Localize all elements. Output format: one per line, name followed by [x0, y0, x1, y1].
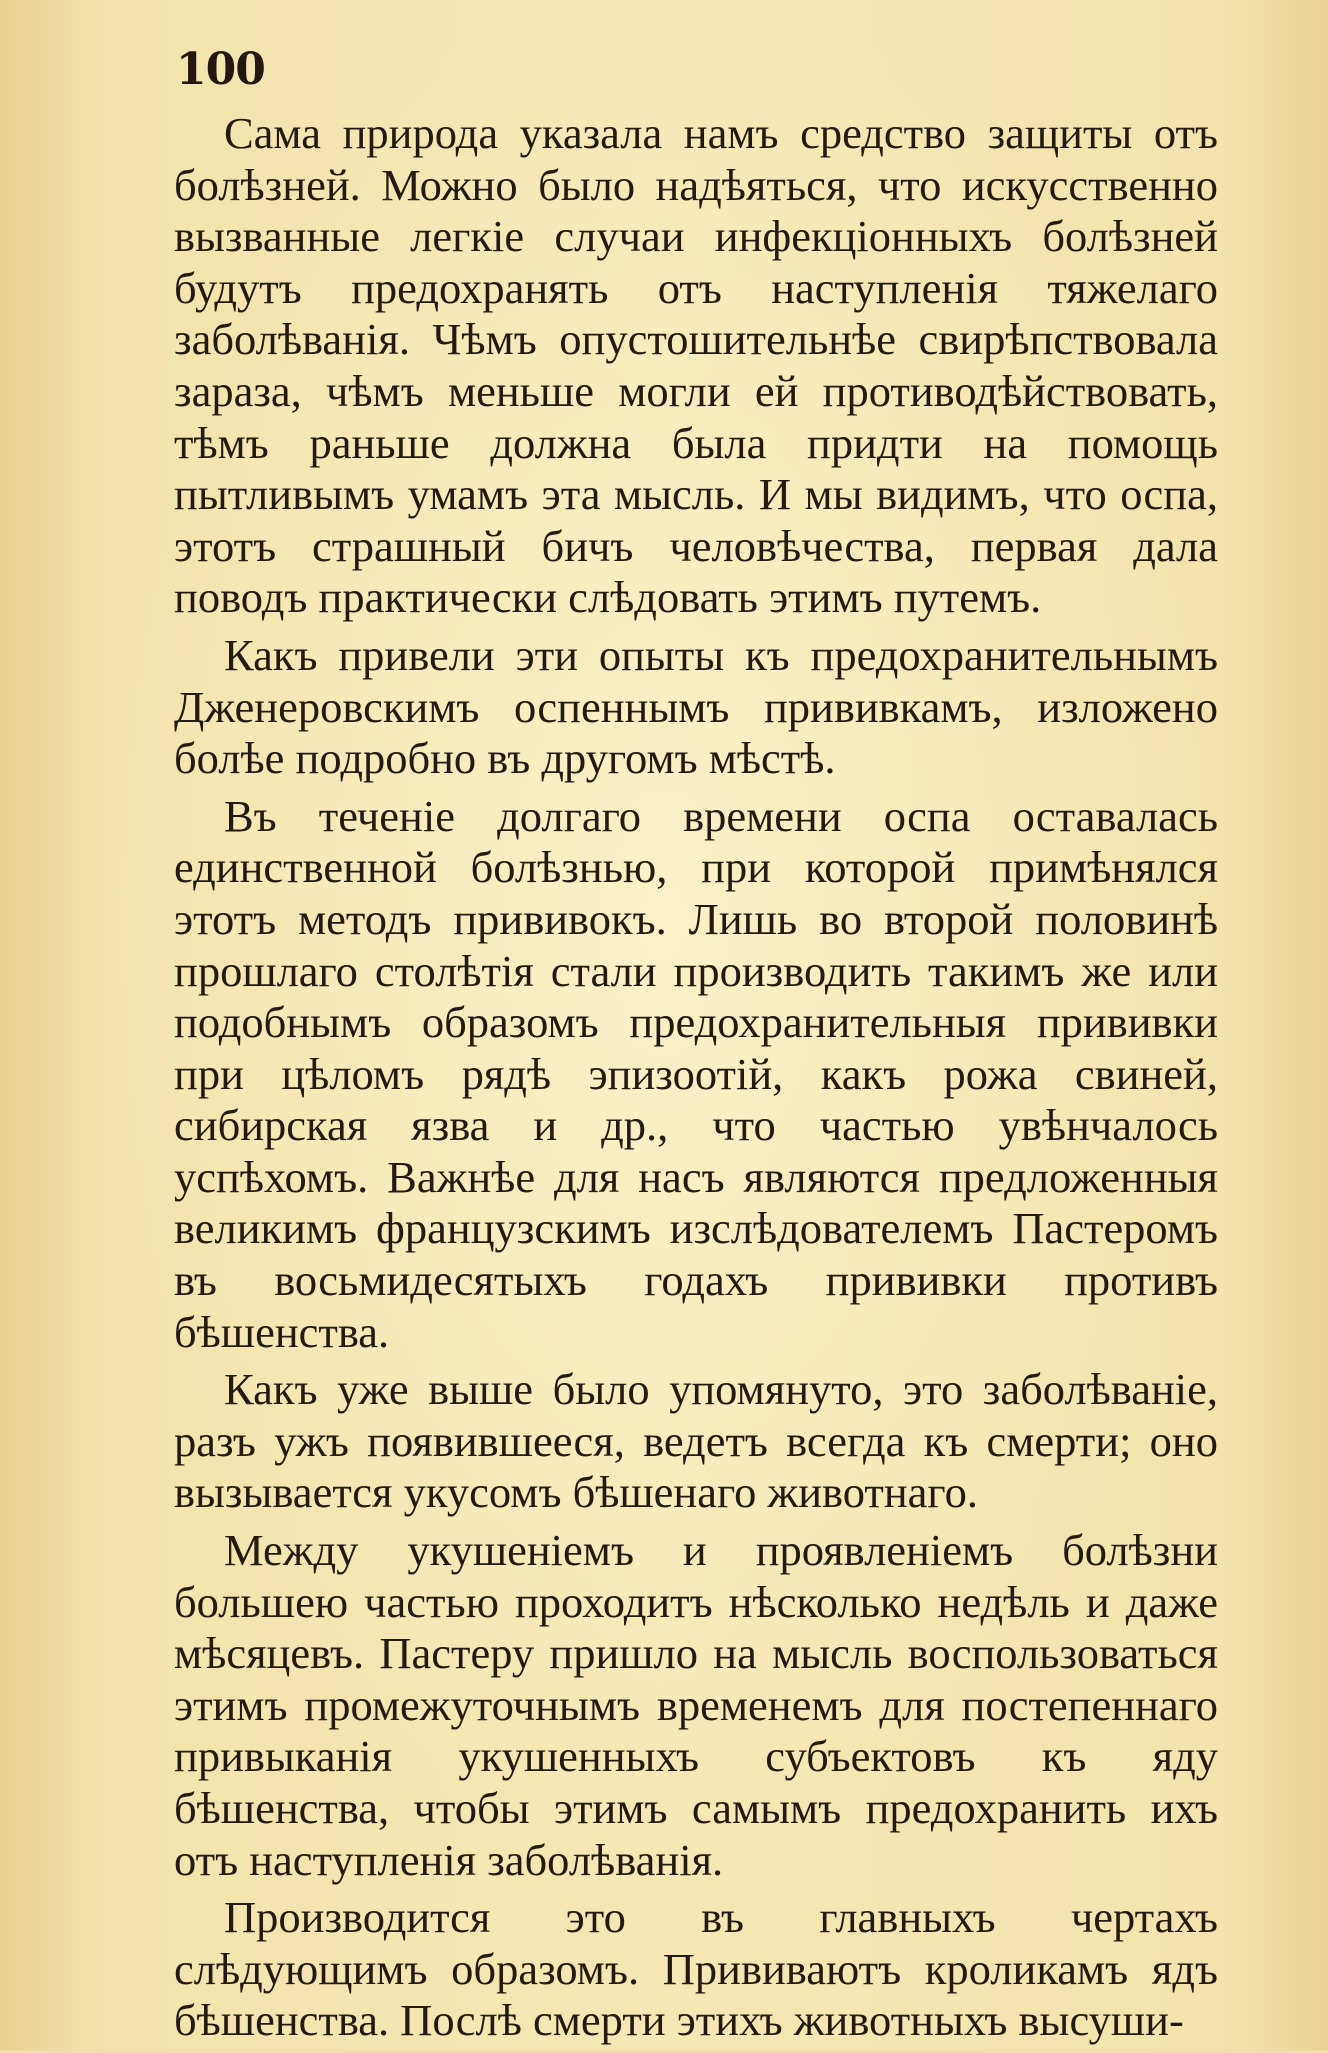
- page-number: 100: [176, 44, 265, 95]
- paragraph-3: Въ теченіе долгаго времени оспа оставалась единственной болѣзнью, при которой примѣнялся этотъ методъ прививокъ. Лишь во второй половинѣ прошлаго столѣтія стали производить такимъ же или подобнымъ образомъ предохранительныя прививки при цѣломъ рядѣ эпизоотій, какъ рожа свиней, сибирская язва и др., что частью увѣнчалось успѣхомъ. Важнѣе для насъ являются предложенныя великимъ французскимъ изслѣдователемъ Пастеромъ въ восьмидесятыхъ годахъ прививки противъ бѣшенства.: [174, 790, 1218, 1357]
- paragraph-2: Какъ привели эти опыты къ предохранительнымъ Дженеровскимъ оспеннымъ прививкамъ, изложено болѣе подробно въ другомъ мѣстѣ.: [174, 629, 1218, 784]
- body-text: [174, 108, 1218, 2053]
- paragraph-5: Между укушеніемъ и проявленіемъ болѣзни большею частью проходитъ нѣсколько недѣль и даже мѣсяцевъ. Пастеру пришло на мысль воспользоваться этимъ промежуточнымъ временемъ для постепеннаго привыканія укушенныхъ субъектовъ къ яду бѣшенства, чтобы этимъ самымъ предохранить ихъ отъ наступленія заболѣванія.: [174, 1525, 1218, 1885]
- paragraph-4: Какъ уже выше было упомянуто, это заболѣваніе, разъ ужъ появившееся, ведетъ всегда къ смерти; оно вызывается укусомъ бѣшенаго животнаго.: [174, 1364, 1218, 1518]
- paragraph-6: Производится это въ главныхъ чертахъ слѣдующимъ образомъ. Прививаютъ кроликамъ ядъ бѣшенства. Послѣ смерти этихъ животныхъ высуши-: [174, 1892, 1218, 2046]
- paragraph-1: Сама природа указала намъ средство защиты отъ болѣзней. Можно было надѣяться, что искусственно вызванные легкіе случаи инфекціонныхъ болѣзней будутъ предохранять отъ наступленія тяжелаго заболѣванія. Чѣмъ опустошительнѣе свирѣпствовала зараза, чѣмъ меньше могли ей противодѣйствовать, тѣмъ раньше должна была придти на помощь пытливымъ умамъ эта мысль. И мы видимъ, что оспа, этотъ страшный бичъ человѣчества, первая дала поводъ практически слѣдовать этимъ путемъ.: [174, 108, 1218, 623]
